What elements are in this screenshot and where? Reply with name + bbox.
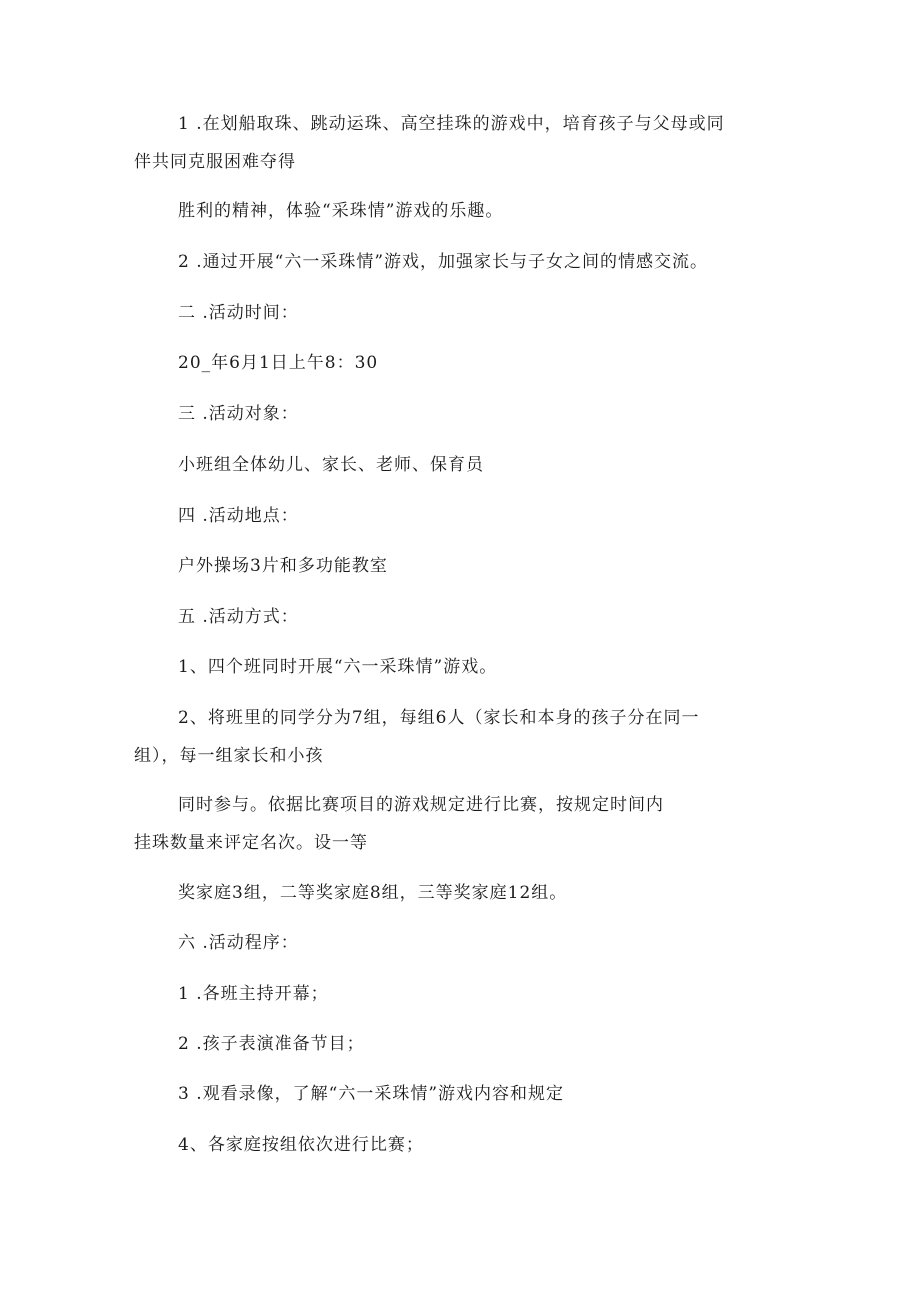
text-line: 伴共同克服困难夺得 [134,152,296,172]
section-heading: 五 .活动方式： [178,607,299,627]
section-heading: 二 .活动时间： [178,303,299,323]
section-heading: 三 .活动对象： [178,404,299,424]
text-line: 20_年6月1日上午8：30 [178,353,379,373]
section-heading: 六 .活动程序： [178,933,299,953]
text-line: 2、将班里的同学分为7组，每组6人（家长和本身的孩子分在同一 [178,708,700,728]
text-line: 1 .在划船取珠、跳动运珠、高空挂珠的游戏中，培育孩子与父母或同 [178,114,725,134]
text-line: 4、各家庭按组依次进行比赛； [178,1135,424,1155]
text-line: 同时参与。依据比赛项目的游戏规定进行比赛，按规定时间内 [178,795,664,815]
text-line: 1 .各班主持开幕； [178,984,329,1004]
text-line: 组），每一组家长和小孩 [134,746,324,766]
section-heading: 四 .活动地点： [178,506,299,526]
text-line: 3 .观看录像，了解“六一采珠情”游戏内容和规定 [178,1084,565,1104]
text-line: 奖家庭3组，二等奖家庭8组，三等奖家庭12组。 [178,883,568,903]
text-line: 挂珠数量来评定名次。设一等 [134,833,368,853]
text-line: 2 .通过开展“六一采珠情”游戏，加强家长与子女之间的情感交流。 [178,252,709,272]
text-line: 小班组全体幼儿、家长、老师、保育员 [178,455,484,475]
text-line: 胜利的精神，体验“采珠情”游戏的乐趣。 [178,201,504,221]
text-line: 户外操场3片和多功能教室 [178,556,388,576]
text-line: 1、四个班同时开展“六一采珠情”游戏。 [178,657,498,677]
text-line: 2 .孩子表演准备节目； [178,1034,365,1054]
